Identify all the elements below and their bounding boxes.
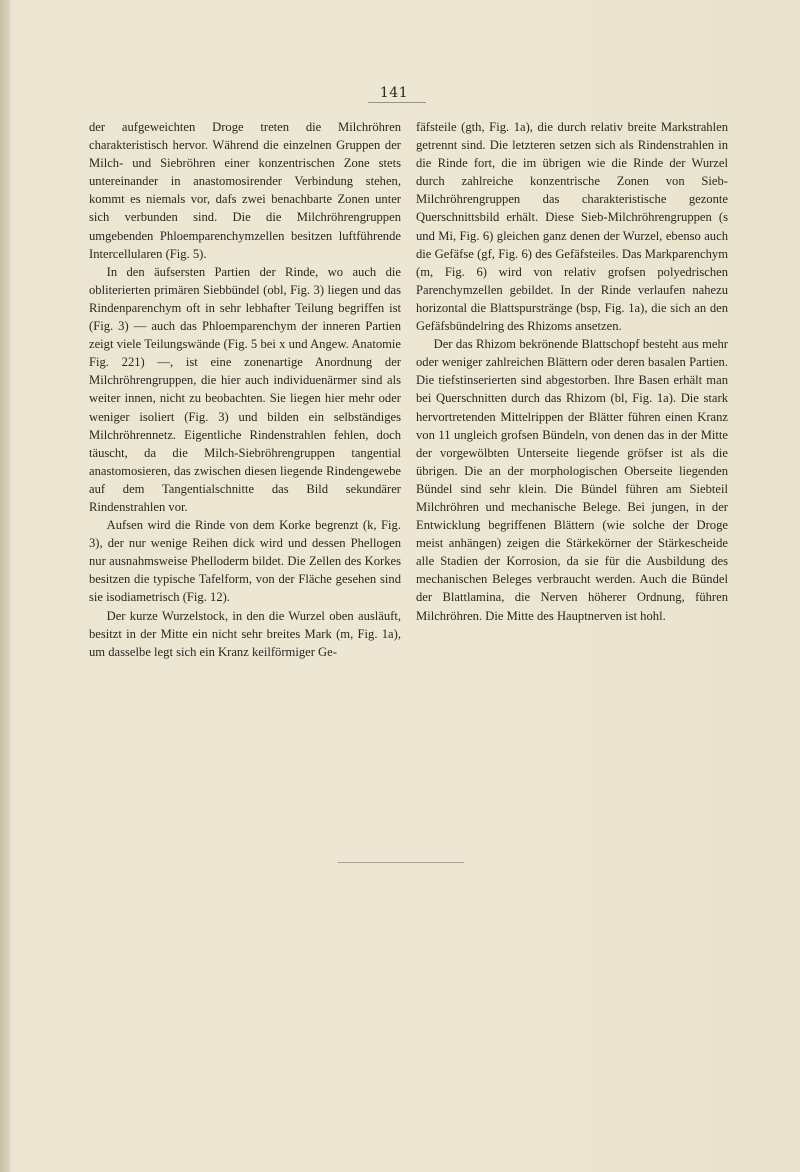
page-number-underline (368, 102, 426, 103)
end-section-rule (338, 862, 464, 863)
left-text-column (89, 118, 401, 661)
page-number: 141 (379, 85, 409, 101)
left-paragraph-3: Aufsen wird die Rinde von dem Korke begrenzt (k, Fig. 3), der nur wenige Reihen dick wird und dessen Phellogen nur ausnahmsweise Phelloderm bildet. Die Zellen des Korkes besitzen die typische Tafelform, von der Fläche gesehen sind sie isodiametrisch (Fig. 12). (89, 518, 401, 605)
left-paragraph-1: der aufgeweichten Droge treten die Milchröhren charakteristisch hervor. Während die einzelnen Gruppen der Milch- und Siebröhren einer konzentrischen Zone stets untereinander in anastomosirender Verbindung stehen, kommt es niemals vor, dafs zwei benachbarte Zonen unter sich verbunden sind. Die die Milchröhrengruppen umgebenden Phloemparenchymzellen besitzen luftführende Intercellularen (Fig. 5). (89, 120, 401, 261)
right-text-column (416, 118, 728, 625)
left-paragraph-2: In den äufsersten Partien der Rinde, wo auch die obliterierten primären Siebbündel (obl, Fig. 3) liegen und das Rindenparenchym oft in sehr lebhafter Teilung begriffen ist (Fig. 3) — auch das Phloemparenchym der inneren Partien zeigt viele Teilungswände (Fig. 5 bei x und Angew. Anatomie Fig. 221) —, ist eine zonenartige Anordnung der Milchröhrengruppen, die hier auch individuenärmer sind als weiter innen, nicht zu beobachten. Sie liegen hier mehr oder weniger isoliert (Fig. 3) und bilden ein selbständiges Milchröhrennetz. Eigentliche Rindenstrahlen fehlen, doch täuscht, da die Milch-Siebröhrengruppen tangential anastomosieren, das zwischen diesen liegende Rindengewebe auf dem Tangentialschnitte das Bild sekundärer Rindenstrahlen vor. (89, 264, 401, 514)
right-paragraph-2: Der das Rhizom bekrönende Blattschopf besteht aus mehr oder weniger zahlreichen Blättern oder deren basalen Partien. Die tiefstinserierten sind abgestorben. Ihre Basen erhält man bei Querschnitten durch das Rhizom (bl, Fig. 1a). Die stark hervortretenden Mittelrippen der Blätter führen einen Kranz von 11 ungleich grofsen Bündeln, von denen das in der Mitte der vorgewölbten Unterseite liegende gröfser ist als die übrigen. Die an der morphologischen Oberseite liegenden Bündel sind sehr klein. Die Bündel führen am Siebteil Milchröhren und mechanische Belege. Bei jungen, in der Entwicklung begriffenen Blättern (wie solche der Droge meist anhängen) zeigen die Stärkekörner der Stärkescheide alle Stadien der Korrosion, da sie für die Ausbildung des mechanischen Beleges verbraucht werden. Auch die Bündel der Blattlamina, die Nerven höherer Ordnung, führen Milchröhren. Die Mitte des Hauptnerven ist hohl. (416, 337, 728, 623)
page-binding-edge (0, 0, 10, 1172)
right-paragraph-1: fäfsteile (gth, Fig. 1a), die durch relativ breite Markstrahlen getrennt sind. Die letzteren setzen sich als Rindenstrahlen in die Rinde fort, die im übrigen wie die Rinde der Wurzel durch zahlreiche konzentrische Zonen von Sieb-Milchröhrengruppen das charakteristische gezonte Querschnittsbild erhält. Diese Sieb-Milchröhrengruppen (s und Mi, Fig. 6) gleichen ganz denen der Wurzel, ebenso auch die Gefäfse (gf, Fig. 6) des Gefäfsteiles. Das Markparenchym (m, Fig. 6) wird von relativ grofsen polyedrischen Parenchymzellen gebildet. In der Rinde verlaufen nahezu horizontal die Blattspurstränge (bsp, Fig. 1a), die sich an den Gefäfsbündelring des Rhizoms ansetzen. (416, 120, 728, 334)
left-paragraph-4: Der kurze Wurzelstock, in den die Wurzel oben ausläuft, besitzt in der Mitte ein nicht sehr breites Mark (m, Fig. 1a), um dasselbe legt sich ein Kranz keilförmiger Ge- (89, 608, 401, 659)
